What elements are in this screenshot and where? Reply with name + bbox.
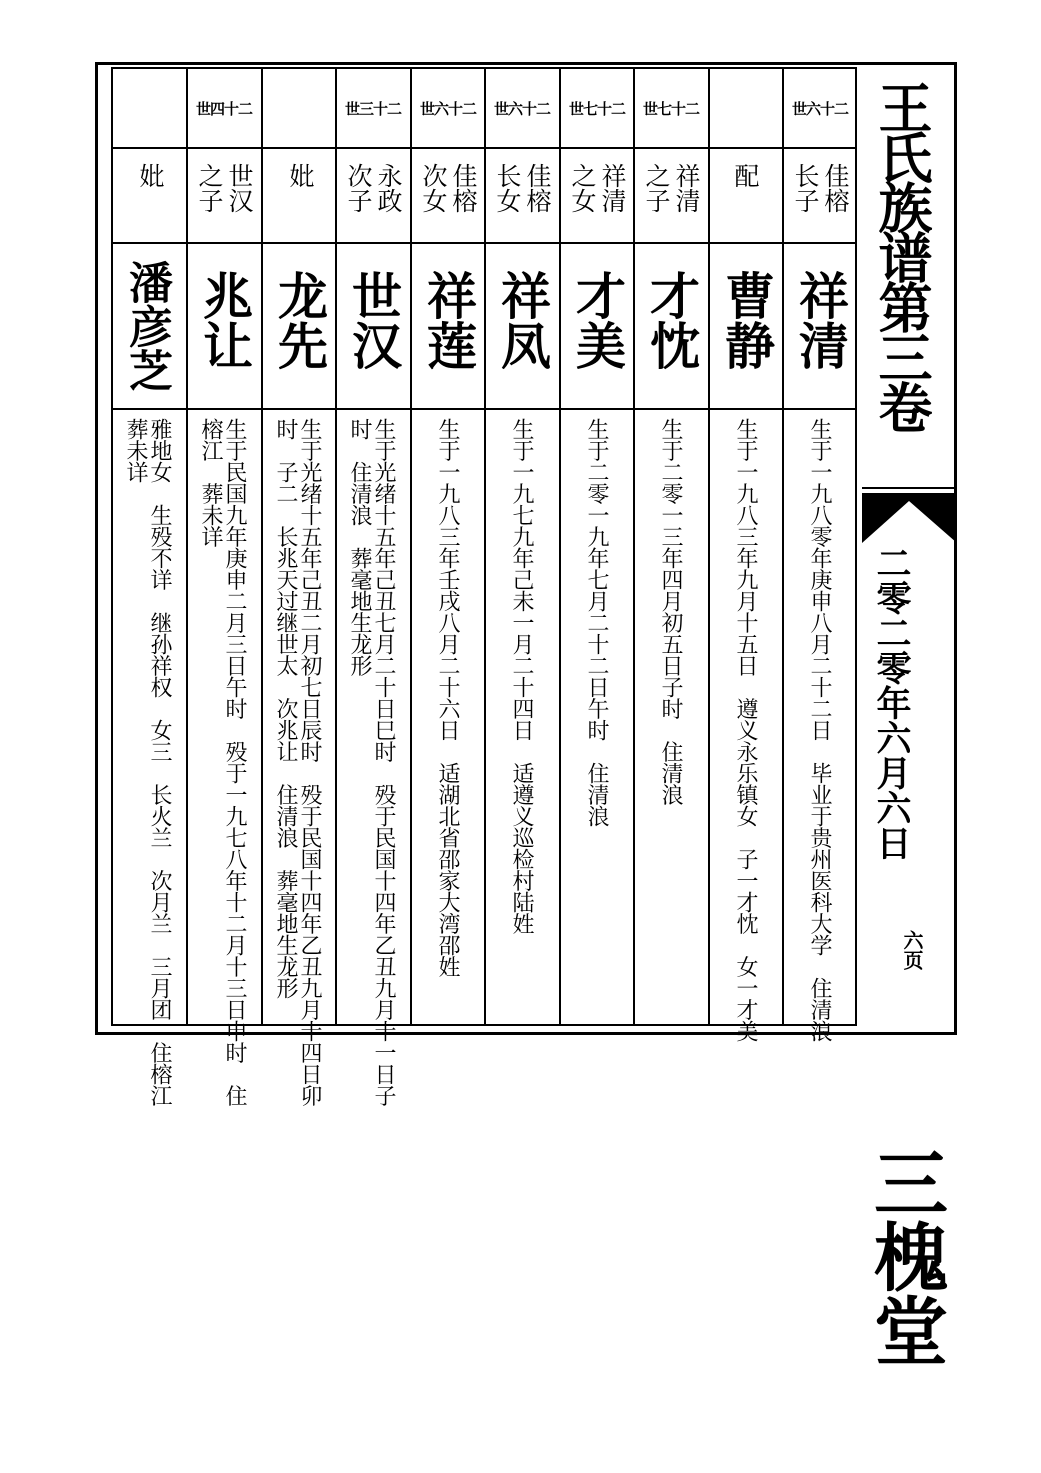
relation-label: 佳榕 长女 bbox=[493, 163, 552, 213]
generation-label: 世六十二 bbox=[419, 100, 476, 118]
relation-label: 祥清 之女 bbox=[568, 163, 627, 213]
generation-label: 世四十二 bbox=[195, 100, 252, 118]
person-bio: 生于二零一三年四月初五日子时 住清浪 bbox=[658, 418, 683, 805]
person-bio: 雅地女 生殁不详 继孙祥权 女三 长火兰 次月兰 三月团 住榕江 葬未详 bbox=[123, 418, 172, 1106]
book-title: 王氏族谱第三卷 bbox=[870, 80, 934, 430]
person-name: 祥凤 bbox=[493, 270, 552, 370]
person-bio: 生于一九八零年庚申八月二十二日 毕业于贵州医科大学 住清浪 bbox=[807, 418, 832, 1042]
person-name: 才忱 bbox=[642, 270, 701, 370]
person-bio: 生于一九八三年壬戌八月二十六日 适湖北省邵家大湾邵姓 bbox=[435, 418, 460, 977]
generation-label: 世七十二 bbox=[568, 100, 625, 118]
person-name: 世汉 bbox=[344, 270, 403, 370]
generation-label: 世六十二 bbox=[493, 100, 550, 118]
row-divider bbox=[111, 242, 857, 244]
relation-label: 世汉 之子 bbox=[195, 163, 254, 213]
person-name: 潘彦芝 bbox=[121, 260, 172, 392]
person-name: 才美 bbox=[568, 270, 627, 370]
publish-date: 二零二零年六月六日 bbox=[871, 545, 912, 860]
person-bio: 生于二零一九年七月二十二日午时 住清浪 bbox=[584, 418, 609, 827]
row-divider bbox=[111, 408, 857, 410]
generation-label: 世三十二 bbox=[344, 100, 401, 118]
generation-label: 世七十二 bbox=[642, 100, 699, 118]
relation-label: 祥清 之子 bbox=[642, 163, 701, 213]
person-bio: 生于民国九年庚申二月三日午时 殁于一九七八年十二月十三日申时 住 榕江 葬未详 bbox=[198, 418, 247, 1106]
person-name: 兆让 bbox=[195, 270, 254, 370]
row-divider bbox=[111, 147, 857, 149]
title-ornament bbox=[862, 493, 957, 543]
person-name: 龙先 bbox=[270, 270, 329, 370]
person-bio: 生于一九七九年己未一月二十四日 适遵义巡检村陆姓 bbox=[509, 418, 534, 934]
person-bio: 生于光绪十五年己丑七月二十日巳时 殁于民国十四年乙丑九月十一日子 时 住清浪 葬毫地生龙形 bbox=[347, 418, 396, 1106]
person-name: 祥莲 bbox=[419, 270, 478, 370]
relation-label: 佳榕 长子 bbox=[791, 163, 850, 213]
page-number: 六页 bbox=[900, 930, 924, 970]
generation-label: 世六十二 bbox=[791, 100, 848, 118]
person-bio: 生于一九八三年九月十五日 遵义永乐镇女 子一才忱 女一才美 bbox=[733, 418, 758, 1042]
relation-label: 妣 bbox=[286, 163, 315, 188]
relation-label: 妣 bbox=[136, 163, 165, 188]
person-name: 祥清 bbox=[791, 270, 850, 370]
relation-label: 配 bbox=[731, 163, 760, 188]
person-bio: 生于光绪十五年己丑二月初七日辰时 殁于民国十四年乙丑九月十四日卯 时 子二 长兆天过继世太 次兆让 住清浪 葬毫地生龙形 bbox=[273, 418, 322, 1106]
hall-name: 三槐堂 bbox=[862, 1145, 948, 1367]
person-name: 曹静 bbox=[717, 270, 776, 370]
relation-label: 永政 次子 bbox=[344, 163, 403, 213]
relation-label: 佳榕 次女 bbox=[419, 163, 478, 213]
